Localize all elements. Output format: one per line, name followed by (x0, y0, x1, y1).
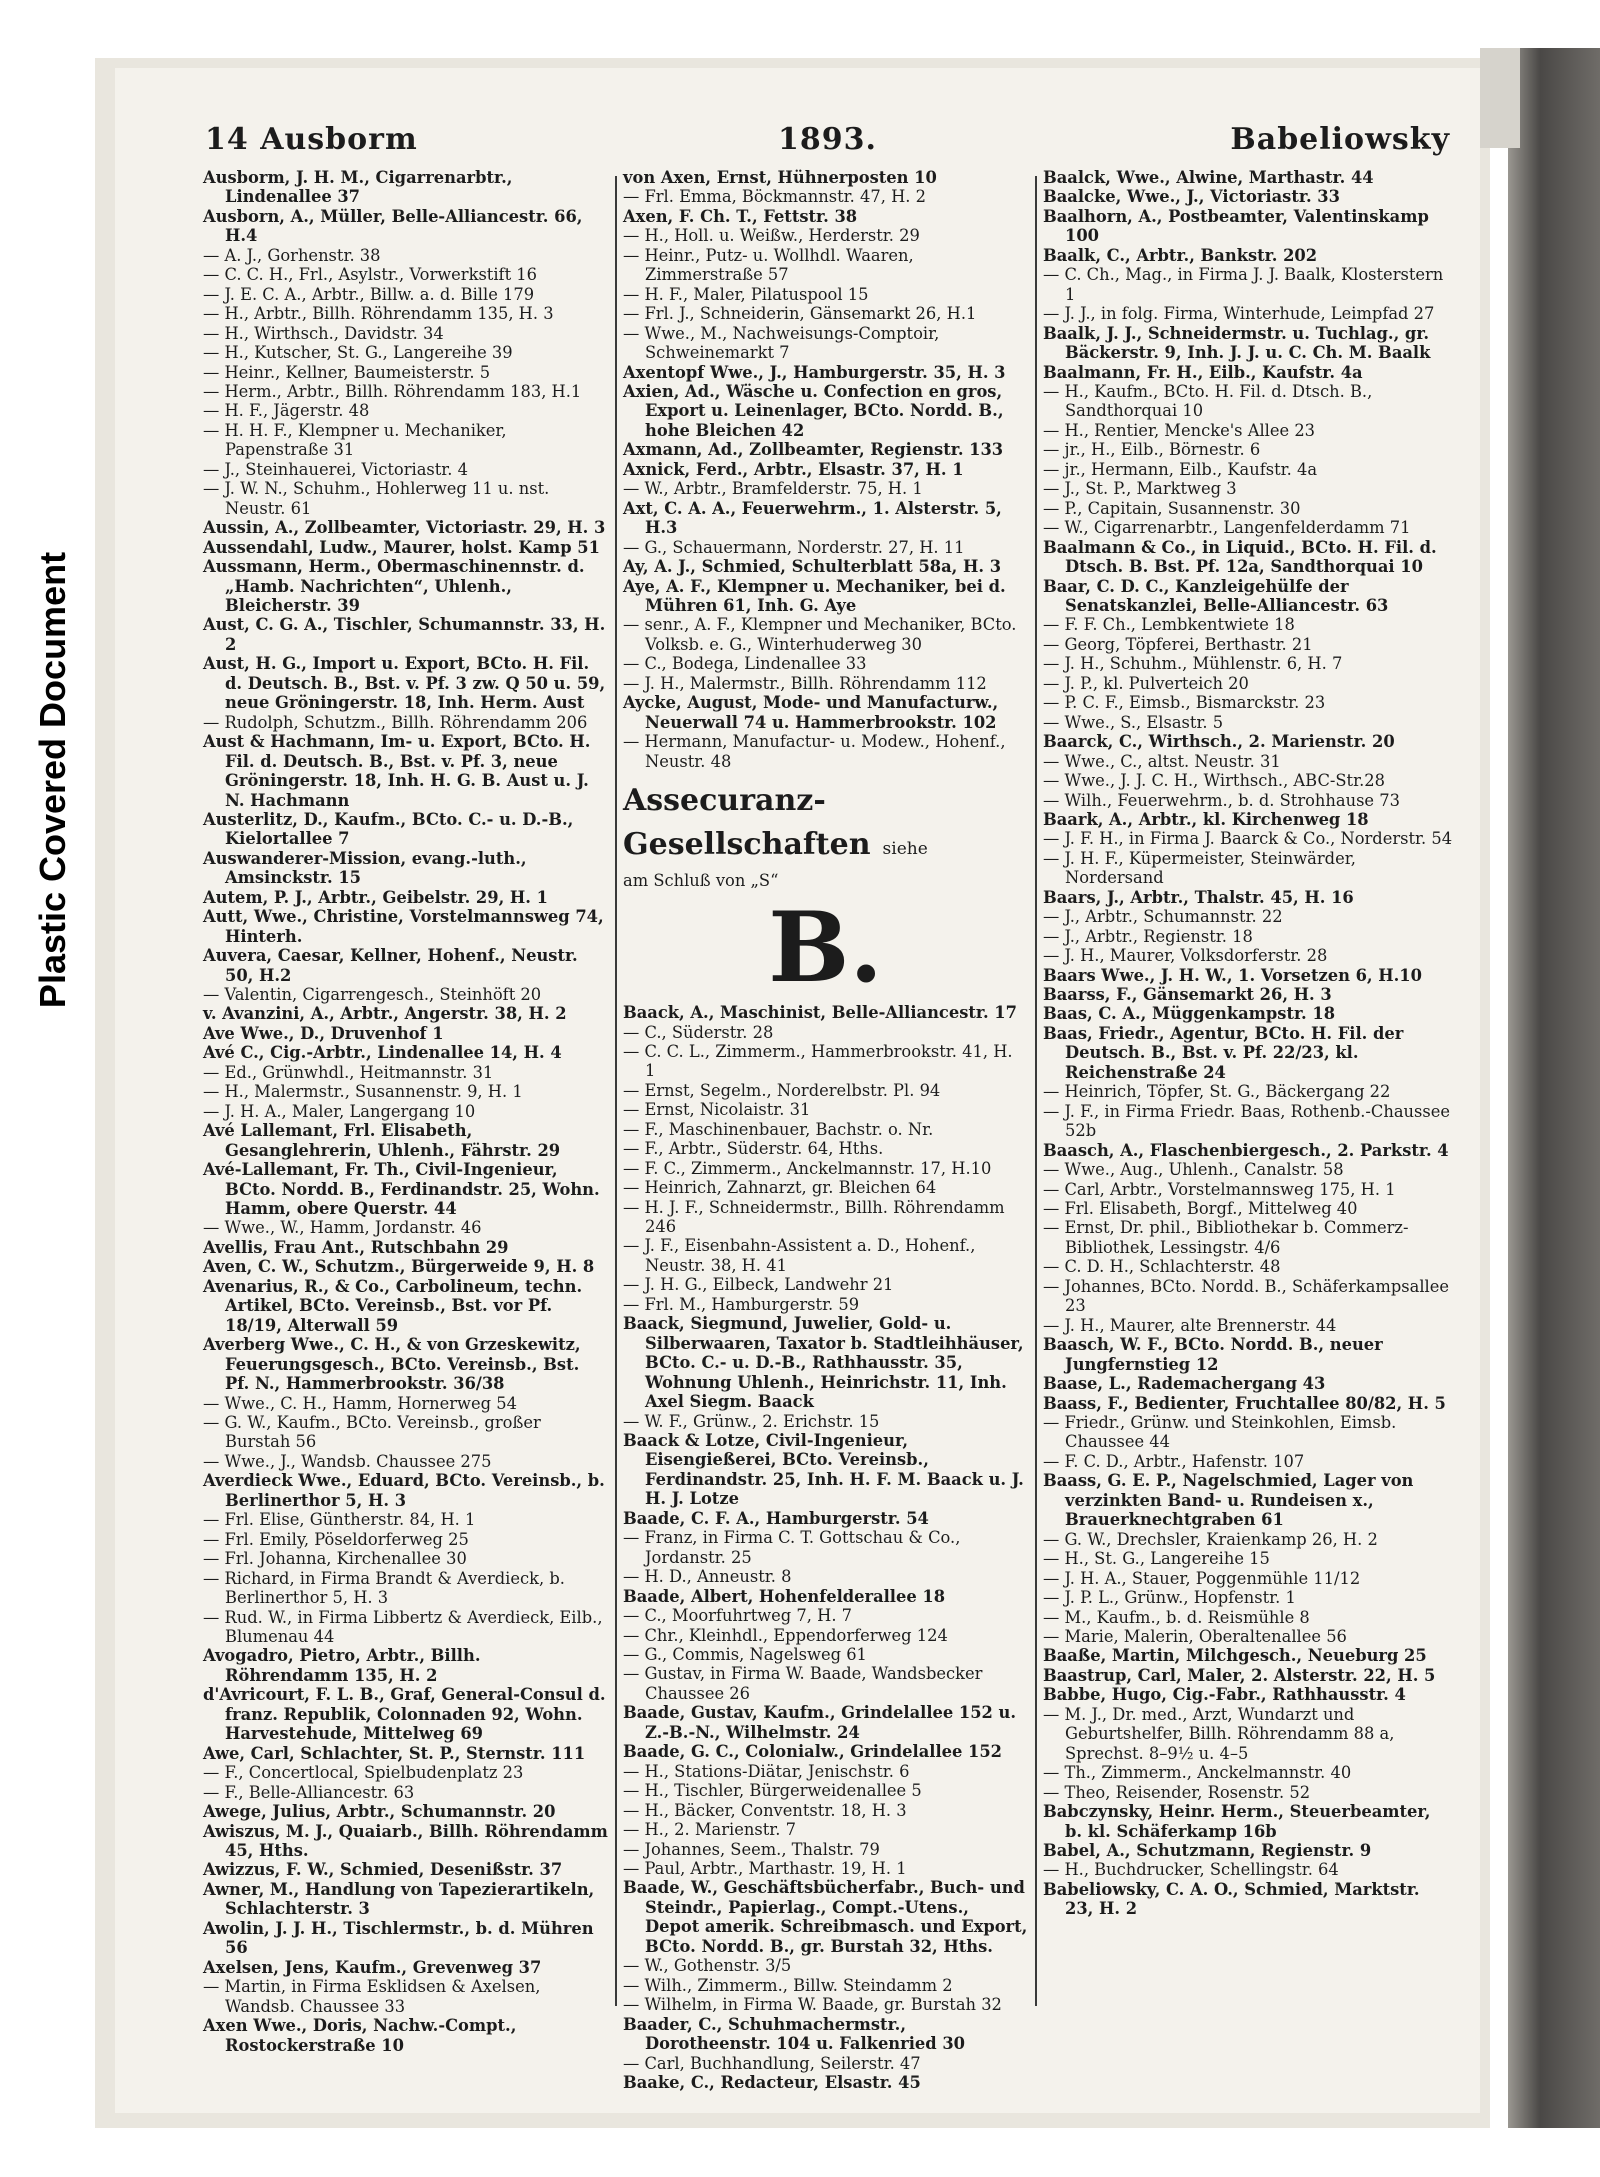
directory-entry: Babczynsky, Heinr. Herm., Steuerbeamter, b. kl. Schäferkamp 16b (1043, 1802, 1431, 1841)
directory-entry: — W., Arbtr., Bramfelderstr. 75, H. 1 (623, 479, 923, 499)
directory-entry: — F. C. D., Arbtr., Hafenstr. 107 (1043, 1451, 1305, 1471)
directory-entry: — H., Stations-Diätar, Jenischstr. 6 (623, 1761, 910, 1781)
directory-entry: — H., Rentier, Mencke's Allee 23 (1043, 420, 1316, 440)
directory-entry: — Chr., Kleinhdl., Eppendorferweg 124 (623, 1625, 948, 1645)
directory-entry: — F. C., Zimmerm., Anckelmannstr. 17, H.10 (623, 1158, 992, 1178)
directory-entry: Autem, P. J., Arbtr., Geibelstr. 29, H. 1 (203, 887, 548, 907)
directory-entry: — W., Cigarrenarbtr., Langenfelderdamm 71 (1043, 518, 1411, 538)
directory-entry: Baader, C., Schuhmachermstr., Dorotheenstr. 104 u. Falkenried 30 (623, 2014, 965, 2054)
directory-entry: Awege, Julius, Arbtr., Schumannstr. 20 (203, 1802, 556, 1822)
directory-entry: — H., Kaufm., BCto. H. Fil. d. Dtsch. B., Sandthorquai 10 (1043, 381, 1373, 421)
directory-entry: — H., Wirthsch., Davidstr. 34 (203, 323, 444, 343)
directory-entry: — Ernst, Nicolaistr. 31 (623, 1100, 811, 1120)
directory-entry: — J., Arbtr., Schumannstr. 22 (1043, 907, 1283, 927)
directory-entry: Auvera, Caesar, Kellner, Hohenf., Neustr. 50, H.2 (203, 946, 578, 985)
directory-entry: Awizzus, F. W., Schmied, Desenißstr. 37 (203, 1860, 563, 1880)
directory-entry: — Valentin, Cigarrengesch., Steinhöft 20 (203, 985, 542, 1005)
directory-entry: — J. H., Maurer, Volksdorferstr. 28 (1043, 946, 1328, 966)
directory-entry: — J. F., Eisenbahn-Assistent a. D., Hohenf., Neustr. 38, H. 41 (623, 1236, 976, 1275)
directory-entry: Aven, C. W., Schutzm., Bürgerweide 9, H. 8 (203, 1257, 595, 1277)
directory-entry: — W., Gothenstr. 3/5 (623, 1956, 792, 1976)
page-header-year: 1893. (778, 122, 877, 157)
directory-entry: — H., Buchdrucker, Schellingstr. 64 (1043, 1860, 1339, 1880)
directory-entry: — Paul, Arbtr., Marthastr. 19, H. 1 (623, 1858, 907, 1878)
section-heading (623, 779, 1028, 871)
directory-entry: Axelsen, Jens, Kaufm., Grevenweg 37 (203, 1957, 542, 1977)
directory-entry: — Heinr., Kellner, Baumeisterstr. 5 (203, 362, 491, 382)
directory-entry: Baalk, C., Arbtr., Bankstr. 202 (1043, 245, 1318, 265)
directory-entry: — F., Belle-Alliancestr. 63 (203, 1782, 415, 1802)
directory-entry: — Carl, Buchhandlung, Seilerstr. 47 (623, 2053, 921, 2073)
directory-entry: Baalhorn, A., Postbeamter, Valentinskamp 100 (1043, 206, 1429, 246)
directory-entry: — J. H. G., Eilbeck, Landwehr 21 (623, 1275, 894, 1295)
directory-entry: — H., Bäcker, Conventstr. 18, H. 3 (623, 1800, 907, 1820)
directory-entry: — J., Steinhauerei, Victoriastr. 4 (203, 459, 468, 479)
directory-entry: — J. H., Schuhm., Mühlenstr. 6, H. 7 (1043, 654, 1343, 674)
directory-entry: — Martin, in Firma Esklidsen & Axelsen, Wandsb. Chaussee 33 (203, 1977, 541, 2016)
directory-entry: Avé Lallemant, Frl. Elisabeth, Gesanglehrerin, Uhlenh., Fährstr. 29 (203, 1121, 561, 1160)
directory-entry: Ave Wwe., D., Druvenhof 1 (203, 1023, 444, 1043)
directory-entry: Baase, L., Rademachergang 43 (1043, 1374, 1326, 1394)
directory-entry: — Friedr., Grünw. und Steinkohlen, Eimsb. Chaussee 44 (1043, 1413, 1397, 1452)
directory-entry: — J. H., Malermstr., Billh. Röhrendamm 112 (623, 673, 987, 693)
directory-entry: — W. F., Grünw., 2. Erichstr. 15 (623, 1411, 880, 1431)
directory-entry: Austerlitz, D., Kaufm., BCto. C.- u. D.-B., Kielortallee 7 (203, 809, 574, 849)
directory-entry: — Hermann, Manufactur- u. Modew., Hohenf., Neustr. 48 (623, 732, 1006, 771)
directory-entry: — H., Malermstr., Susannenstr. 9, H. 1 (203, 1082, 523, 1102)
page-header-right: Babeliowsky (1230, 122, 1450, 157)
directory-entry: — C. C. H., Frl., Asylstr., Vorwerkstift 16 (203, 265, 538, 285)
directory-entry: Baalmann, Fr. H., Eilb., Kaufstr. 4a (1043, 362, 1363, 382)
directory-entry: — H. H. F., Klempner u. Mechaniker, Papenstraße 31 (203, 420, 507, 460)
directory-entry: Baass, F., Bedienter, Fruchtallee 80/82, H. 5 (1043, 1393, 1446, 1413)
directory-entry: Baasch, W. F., BCto. Nordd. B., neuer Jungfernstieg 12 (1043, 1335, 1383, 1374)
page-header-left: 14 Ausborm (205, 122, 418, 157)
directory-entry: — Heinrich, Töpfer, St. G., Bäckergang 22 (1043, 1082, 1391, 1102)
directory-entry: — Wilhelm, in Firma W. Baade, gr. Burstah 32 (623, 1995, 1002, 2015)
directory-entry: Baars Wwe., J. H. W., 1. Vorsetzen 6, H.10 (1043, 965, 1422, 985)
directory-entry: — Ed., Grünwhdl., Heitmannstr. 31 (203, 1062, 494, 1082)
directory-entry: Baas, C. A., Müggenkampstr. 18 (1043, 1004, 1336, 1024)
directory-entry: Baass, G. E. P., Nagelschmied, Lager von verzinkten Band- u. Rundeisen x., Brauerknechtgraben 61 (1043, 1471, 1414, 1530)
column-2-top (623, 168, 1028, 771)
directory-entry: — Heinrich, Zahnarzt, gr. Bleichen 64 (623, 1178, 937, 1198)
directory-entry: Baack & Lotze, Civil-Ingenieur, Eisengießerei, BCto. Vereinsb., Ferdinandstr. 25, Inh. H. F. M. Baack u. J. H. J. Lotze (623, 1431, 1024, 1509)
directory-entry: Baake, C., Redacteur, Elsastr. 45 (623, 2072, 921, 2092)
directory-entry: Baade, W., Geschäftsbücherfabr., Buch- und Steindr., Papierlag., Compt.-Utens., Depot amerik. Schreibmasch. und Export, BCto. Nordd. B., gr. Burstah 32, Hths. (623, 1878, 1028, 1956)
directory-entry: — J. H. F., Küpermeister, Steinwärder, Nordersand (1043, 848, 1356, 888)
directory-entry: Baade, Albert, Hohenfelderallee 18 (623, 1586, 946, 1606)
directory-entry: — Wwe., W., Hamm, Jordanstr. 46 (203, 1218, 482, 1238)
directory-entry: von Axen, Ernst, Hühnerposten 10 (623, 168, 937, 187)
directory-entry: — G. W., Kaufm., BCto. Vereinsb., großer Burstah 56 (203, 1413, 541, 1452)
directory-entry: — M., Kaufm., b. d. Reismühle 8 (1043, 1607, 1310, 1627)
directory-entry: Baasch, A., Flaschenbiergesch., 2. Parkstr. 4 (1043, 1140, 1449, 1160)
directory-entry: — Gustav, in Firma W. Baade, Wandsbecker Chaussee 26 (623, 1664, 983, 1703)
directory-entry: Avenarius, R., & Co., Carbolineum, techn. Artikel, BCto. Vereinsb., Bst. vor Pf. 18/19, Alterwall 59 (203, 1276, 583, 1335)
directory-entry: Aust & Hachmann, Im- u. Export, BCto. H. Fil. d. Deutsch. B., Bst. v. Pf. 3, neue Gröningerstr. 18, Inh. H. G. B. Aust u. J. N. Hachmann (203, 732, 591, 810)
directory-entry: — H., Holl. u. Weißw., Herderstr. 29 (623, 226, 920, 246)
directory-entry: Averdieck Wwe., Eduard, BCto. Vereinsb., b. Berlinerthor 5, H. 3 (203, 1471, 605, 1510)
section-title: Assecuranz-Gesellschaften (623, 783, 871, 863)
directory-entry: — Th., Zimmerm., Anckelmannstr. 40 (1043, 1763, 1352, 1783)
directory-entry: — F., Maschinenbauer, Bachstr. o. Nr. (623, 1119, 934, 1139)
directory-entry: — Wwe., Aug., Uhlenh., Canalstr. 58 (1043, 1160, 1344, 1180)
directory-entry: Baade, Gustav, Kaufm., Grindelallee 152 u. Z.-B.-N., Wilhelmstr. 24 (623, 1703, 1017, 1742)
directory-entry: — Wilh., Zimmerm., Billw. Steindamm 2 (623, 1975, 953, 1995)
directory-entry: — P. C. F., Eimsb., Bismarckstr. 23 (1043, 693, 1326, 713)
directory-entry: Awolin, J. J. H., Tischlermstr., b. d. Mühren 56 (203, 1918, 594, 1958)
directory-entry: — Wwe., C., altst. Neustr. 31 (1043, 751, 1281, 771)
directory-entry: — Frl. Johanna, Kirchenallee 30 (203, 1549, 467, 1569)
column-2 (623, 168, 1028, 2092)
directory-entry: — H., St. G., Langereihe 15 (1043, 1549, 1270, 1569)
directory-entry: — Johannes, BCto. Nordd. B., Schäferkampsallee 23 (1043, 1276, 1450, 1316)
directory-entry: Axnick, Ferd., Arbtr., Elsastr. 37, H. 1 (623, 459, 964, 479)
directory-entry: — F., Arbtr., Süderstr. 64, Hths. (623, 1139, 884, 1159)
directory-entry: Aycke, August, Mode- und Manufacturw., Neuerwall 74 u. Hammerbrookstr. 102 (623, 693, 999, 732)
directory-entry: — J. W. N., Schuhm., Hohlerweg 11 u. nst. Neustr. 61 (203, 479, 550, 518)
column-divider (615, 176, 617, 2006)
directory-entry: — C. Ch., Mag., in Firma J. J. Baalk, Klosterstern 1 (1043, 265, 1444, 304)
directory-entry: — Franz, in Firma C. T. Gottschau & Co., Jordanstr. 25 (623, 1528, 961, 1567)
directory-entry: Aust, C. G. A., Tischler, Schumannstr. 33, H. 2 (203, 615, 606, 654)
directory-entry: — Frl. Elisabeth, Borgf., Mittelweg 40 (1043, 1199, 1358, 1219)
directory-entry: Babel, A., Schutzmann, Regienstr. 9 (1043, 1840, 1372, 1860)
directory-entry: Babeliowsky, C. A. O., Schmied, Marktstr. 23, H. 2 (1043, 1879, 1420, 1919)
binding-edge-top (1480, 48, 1520, 148)
directory-entry: Baack, A., Maschinist, Belle-Alliancestr. 17 (623, 1003, 1017, 1023)
columns (203, 168, 1453, 2092)
directory-entry: Baark, A., Arbtr., kl. Kirchenweg 18 (1043, 809, 1369, 829)
binding-edge (1508, 48, 1600, 2128)
directory-entry: — G., Schauermann, Norderstr. 27, H. 11 (623, 537, 965, 557)
directory-entry: Avé-Lallemant, Fr. Th., Civil-Ingenieur, BCto. Nordd. B., Ferdinandstr. 25, Wohn. Hamm, obere Querstr. 44 (203, 1160, 600, 1219)
directory-entry: — C. D. H., Schlachterstr. 48 (1043, 1257, 1281, 1277)
directory-entry: — J. E. C. A., Arbtr., Billw. a. d. Bille 179 (203, 284, 535, 304)
directory-entry: v. Avanzini, A., Arbtr., Angerstr. 38, H. 2 (203, 1004, 567, 1024)
letter-heading: B. (768, 891, 883, 1005)
directory-entry: — Theo, Reisender, Rosenstr. 52 (1043, 1782, 1311, 1802)
directory-entry: — Frl. J., Schneiderin, Gänsemarkt 26, H.1 (623, 304, 977, 324)
directory-entry: — Wwe., C. H., Hamm, Hornerweg 54 (203, 1393, 517, 1413)
directory-entry: — Rud. W., in Firma Libbertz & Averdieck, Eilb., Blumenau 44 (203, 1607, 603, 1646)
directory-entry: Avogadro, Pietro, Arbtr., Billh. Röhrendamm 135, H. 2 (203, 1646, 481, 1685)
directory-entry: Avellis, Frau Ant., Rutschbahn 29 (203, 1237, 509, 1257)
directory-entry: — Wwe., J. J. C. H., Wirthsch., ABC-Str.28 (1043, 771, 1385, 791)
section-subnote: am Schluß von „S“ (623, 871, 779, 891)
directory-entry: Babbe, Hugo, Cig.-Fabr., Rathhausstr. 4 (1043, 1685, 1406, 1705)
directory-entry: — H. F., Maler, Pilatuspool 15 (623, 284, 869, 304)
directory-entry: Ausborn, A., Müller, Belle-Alliancestr. 66, H.4 (203, 206, 583, 246)
directory-entry: — jr., H., Eilb., Börnestr. 6 (1043, 440, 1261, 460)
section-note: siehe (882, 839, 928, 860)
side-label-text: Plastic Covered Document (32, 551, 74, 1009)
directory-entry: Baade, G. C., Colonialw., Grindelallee 152 (623, 1742, 1002, 1762)
directory-entry: Awiszus, M. J., Quaiarb., Billh. Röhrendamm 45, Hths. (203, 1821, 608, 1860)
directory-entry: Axien, Ad., Wäsche u. Confection en gros, Export u. Leinenlager, BCto. Nordd. B., hohe Bleichen 42 (623, 381, 1004, 440)
directory-entry: — Richard, in Firma Brandt & Averdieck, b. Berlinerthor 5, H. 3 (203, 1568, 565, 1608)
directory-entry: — J. H., Maurer, alte Brennerstr. 44 (1043, 1315, 1337, 1335)
directory-entry: — H. D., Anneustr. 8 (623, 1567, 792, 1587)
directory-entry: — J., St. P., Marktweg 3 (1043, 479, 1237, 499)
directory-entry: Baade, C. F. A., Hamburgerstr. 54 (623, 1508, 929, 1528)
directory-entry: — J. F. H., in Firma J. Baarck & Co., Norderstr. 54 (1043, 829, 1453, 849)
directory-entry: — C., Bodega, Lindenallee 33 (623, 654, 867, 674)
directory-entry: d'Avricourt, F. L. B., Graf, General-Consul d. franz. Republik, Colonnaden 92, Wohn. Harvestehude, Mittelweg 69 (203, 1685, 606, 1744)
directory-entry: Auswanderer-Mission, evang.-luth., Amsinckstr. 15 (203, 848, 527, 888)
directory-entry: Baalcke, Wwe., J., Victoriastr. 33 (1043, 187, 1340, 207)
directory-entry: Aust, H. G., Import u. Export, BCto. H. Fil. d. Deutsch. B., Bst. v. Pf. 3 zw. Q 50 u. 59, neue Gröningerstr. 18, Inh. Herm. Aust (203, 654, 606, 713)
directory-entry: Ay, A. J., Schmied, Schulterblatt 58a, H. 3 (623, 557, 1002, 577)
directory-entry: Aye, A. F., Klempner u. Mechaniker, bei d. Mühren 61, Inh. G. Aye (623, 576, 1006, 615)
directory-entry: — F. F. Ch., Lembkentwiete 18 (1043, 615, 1295, 635)
column-2-bottom (623, 1003, 1028, 2092)
directory-entry: — Frl. Emma, Böckmannstr. 47, H. 2 (623, 187, 926, 207)
directory-entry: — Frl. Emily, Pöseldorferweg 25 (203, 1529, 469, 1549)
directory-entry: — Ernst, Dr. phil., Bibliothekar b. Commerz-Bibliothek, Lessingstr. 4/6 (1043, 1218, 1409, 1257)
directory-entry: Axen Wwe., Doris, Nachw.-Compt., Rostockerstraße 10 (203, 2016, 517, 2055)
directory-entry: — Marie, Malerin, Oberaltenallee 56 (1043, 1626, 1347, 1646)
directory-entry: Awner, M., Handlung von Tapezierartikeln, Schlachterstr. 3 (203, 1879, 595, 1919)
directory-entry: — H., Tischler, Bürgerweidenallee 5 (623, 1781, 922, 1801)
directory-entry: Axt, C. A. A., Feuerwehrm., 1. Alsterstr. 5, H.3 (623, 498, 1002, 538)
directory-entry: Baars, J., Arbtr., Thalstr. 45, H. 16 (1043, 887, 1354, 907)
directory-entry: Ausborm, J. H. M., Cigarrenarbtr., Lindenallee 37 (203, 168, 513, 207)
directory-entry: — Ernst, Segelm., Norderelbstr. Pl. 94 (623, 1080, 941, 1100)
directory-entry: Baaße, Martin, Milchgesch., Neueburg 25 (1043, 1646, 1427, 1666)
directory-entry: — Wwe., M., Nachweisungs-Comptoir, Schweinemarkt 7 (623, 323, 940, 363)
directory-entry: Baar, C. D. C., Kanzleigehülfe der Senatskanzlei, Belle-Alliancestr. 63 (1043, 576, 1389, 615)
directory-entry: — J., Arbtr., Regienstr. 18 (1043, 926, 1253, 946)
directory-entry: Baalck, Wwe., Alwine, Marthastr. 44 (1043, 168, 1374, 187)
directory-entry: — J. J., in folg. Firma, Winterhude, Leimpfad 27 (1043, 304, 1435, 324)
directory-entry: Avé C., Cig.-Arbtr., Lindenallee 14, H. 4 (203, 1043, 562, 1063)
directory-entry: Baas, Friedr., Agentur, BCto. H. Fil. der Deutsch. B., Bst. v. Pf. 22/23, kl. Reichenstraße 24 (1043, 1023, 1404, 1082)
directory-entry: — Heinr., Putz- u. Wollhdl. Waaren, Zimmerstraße 57 (623, 245, 914, 285)
directory-entry: Aussmann, Herm., Obermaschinennstr. d. „Hamb. Nachrichten“, Uhlenh., Bleicherstr. 39 (203, 557, 585, 615)
directory-entry: Baalk, J. J., Schneidermstr. u. Tuchlag., gr. Bäckerstr. 9, Inh. J. J. u. C. Ch. M. Baalk (1043, 323, 1431, 363)
column-1 (203, 168, 608, 2055)
directory-entry: Averberg Wwe., C. H., & von Grzeskewitz, Feuerungsgesch., BCto. Vereinsb., Bst. Pf. N., Hammerbrookstr. 36/38 (203, 1335, 581, 1394)
directory-entry: Baastrup, Carl, Maler, 2. Alsterstr. 22, H. 5 (1043, 1665, 1436, 1685)
directory-entry: — P., Capitain, Susannenstr. 30 (1043, 498, 1301, 518)
directory-entry: — Frl. M., Hamburgerstr. 59 (623, 1294, 860, 1314)
directory-entry: — J. H. A., Maler, Langergang 10 (203, 1101, 476, 1121)
directory-entry: — J. P. L., Grünw., Hopfenstr. 1 (1043, 1588, 1296, 1608)
directory-entry: Axmann, Ad., Zollbeamter, Regienstr. 133 (623, 440, 1004, 460)
directory-entry: Axen, F. Ch. T., Fettstr. 38 (623, 206, 858, 226)
directory-entry: — H., Kutscher, St. G., Langereihe 39 (203, 343, 513, 363)
column-divider (1035, 176, 1037, 2006)
directory-entry: — H. J. F., Schneidermstr., Billh. Röhrendamm 246 (623, 1197, 1005, 1237)
directory-entry: — jr., Hermann, Eilb., Kaufstr. 4a (1043, 459, 1318, 479)
directory-entry: — H., Arbtr., Billh. Röhrendamm 135, H. 3 (203, 304, 554, 324)
directory-entry: — Carl, Arbtr., Vorstelmannsweg 175, H. 1 (1043, 1179, 1396, 1199)
directory-entry: Aussin, A., Zollbeamter, Victoriastr. 29, H. 3 (203, 518, 606, 538)
directory-entry: — Wwe., S., Elsastr. 5 (1043, 712, 1224, 732)
directory-entry: — F., Concertlocal, Spielbudenplatz 23 (203, 1763, 524, 1783)
directory-entry: — Johannes, Seem., Thalstr. 79 (623, 1839, 880, 1859)
directory-entry: — senr., A. F., Klempner und Mechaniker, BCto. Volksb. e. G., Winterhuderweg 30 (623, 615, 1017, 654)
directory-entry: Aussendahl, Ludw., Maurer, holst. Kamp 51 (203, 537, 600, 557)
side-label (18, 520, 88, 1040)
directory-entry: — J. F., in Firma Friedr. Baas, Rothenb.-Chaussee 52b (1043, 1101, 1451, 1141)
directory-entry: Baack, Siegmund, Juwelier, Gold- u. Silberwaaren, Taxator b. Stadtleihhäuser, BCto. C.- u. D.-B., Rathhausstr. 35, Wohnung Uhlenh., Heinrichstr. 11, Inh. Axel Siegm. Baack (623, 1314, 1024, 1412)
directory-entry: — Rudolph, Schutzm., Billh. Röhrendamm 206 (203, 712, 588, 732)
directory-entry: Awe, Carl, Schlachter, St. P., Sternstr. 111 (203, 1743, 586, 1763)
directory-entry: — Herm., Arbtr., Billh. Röhrendamm 183, H.1 (203, 381, 582, 401)
directory-entry: — A. J., Gorhenstr. 38 (203, 245, 381, 265)
directory-entry: — J. P., kl. Pulverteich 20 (1043, 673, 1249, 693)
directory-entry: Baarck, C., Wirthsch., 2. Marienstr. 20 (1043, 732, 1395, 752)
directory-entry: — M. J., Dr. med., Arzt, Wundarzt und Geburtshelfer, Billh. Röhrendamm 88 a, Sprechst. 8–9½ u. 4–5 (1043, 1704, 1395, 1763)
directory-entry: Baarss, F., Gänsemarkt 26, H. 3 (1043, 985, 1332, 1005)
directory-entry: — G. W., Drechsler, Kraienkamp 26, H. 2 (1043, 1529, 1378, 1549)
directory-entry: — Frl. Elise, Güntherstr. 84, H. 1 (203, 1510, 476, 1530)
directory-entry: — Georg, Töpferei, Berthastr. 21 (1043, 634, 1313, 654)
directory-entry: — Wilh., Feuerwehrm., b. d. Strohhause 73 (1043, 790, 1400, 810)
directory-entry: — J. H. A., Stauer, Poggenmühle 11/12 (1043, 1568, 1361, 1588)
directory-entry: — C., Süderstr. 28 (623, 1022, 774, 1042)
directory-entry: — H. F., Jägerstr. 48 (203, 401, 370, 421)
directory-page (115, 68, 1480, 2113)
directory-entry: — G., Commis, Nagelsweg 61 (623, 1645, 867, 1664)
directory-entry: — C., Moorfuhrtweg 7, H. 7 (623, 1606, 853, 1626)
directory-entry: Axentopf Wwe., J., Hamburgerstr. 35, H. 3 (623, 362, 1006, 382)
directory-entry: — H., 2. Marienstr. 7 (623, 1820, 796, 1840)
directory-entry: Baalmann & Co., in Liquid., BCto. H. Fil. d. Dtsch. B. Bst. Pf. 12a, Sandthorquai 10 (1043, 537, 1437, 577)
directory-entry: Autt, Wwe., Christine, Vorstelmannsweg 74, Hinterh. (203, 907, 604, 946)
directory-entry: — C. C. L., Zimmerm., Hammerbrookstr. 41, H. 1 (623, 1041, 1013, 1081)
column-3 (1043, 168, 1453, 2018)
directory-entry: — Wwe., J., Wandsb. Chaussee 275 (203, 1451, 492, 1471)
